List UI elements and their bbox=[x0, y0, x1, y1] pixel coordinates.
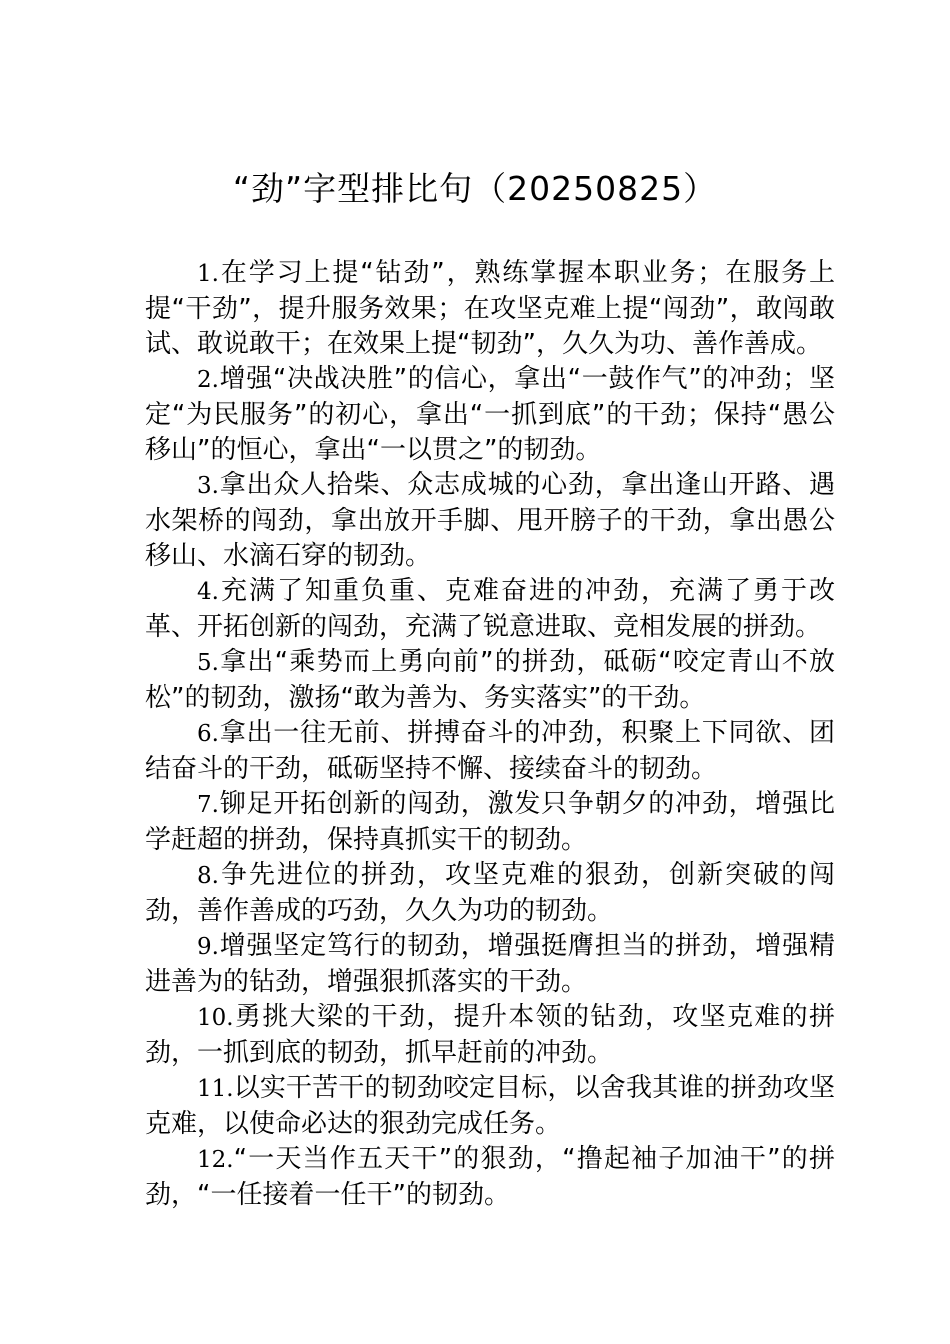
paragraph-2 bbox=[145, 362, 835, 468]
paragraph-number: 3. bbox=[197, 473, 219, 499]
paragraph-3 bbox=[145, 468, 835, 574]
paragraph-1 bbox=[145, 256, 835, 362]
paragraph-9 bbox=[145, 929, 835, 1000]
paragraph-5 bbox=[145, 645, 835, 716]
paragraph-text: 以实干苦干的韧劲咬定目标，以舍我其谁的拼劲攻坚克难，以使命必达的狠劲完成任务。 bbox=[145, 1073, 835, 1139]
paragraph-12 bbox=[145, 1142, 835, 1213]
document-title: “劲”字型排比句（20250825） bbox=[232, 169, 718, 208]
paragraph-number: 12. bbox=[197, 1147, 234, 1173]
paragraph-6 bbox=[145, 716, 835, 787]
paragraph-number: 6. bbox=[197, 721, 219, 747]
paragraph-text: 在学习上提“钻劲”，熟练掌握本职业务；在服务上提“干劲”，提升服务效果；在攻坚克难上提“闯劲”，敢闯敢试、敢说敢干；在效果上提“韧劲”，久久为功、善作善成。 bbox=[145, 258, 835, 359]
paragraph-text: 拿出一往无前、拼搏奋斗的冲劲，积聚上下同欲、团结奋斗的干劲，砥砺坚持不懈、接续奋斗的韧劲。 bbox=[145, 718, 835, 784]
paragraph-text: 增强“决战决胜”的信心，拿出“一鼓作气”的冲劲；坚定“为民服务”的初心，拿出“一抓到底”的干劲；保持“愚公移山”的恒心，拿出“一以贯之”的韧劲。 bbox=[145, 364, 835, 465]
paragraph-number: 9. bbox=[197, 934, 219, 960]
paragraph-number: 2. bbox=[197, 367, 219, 393]
paragraph-4 bbox=[145, 574, 835, 645]
paragraph-number: 11. bbox=[197, 1076, 234, 1102]
paragraph-text: 拿出众人拾柴、众志成城的心劲，拿出逢山开路、遇水架桥的闯劲，拿出放开手脚、甩开膀子的干劲，拿出愚公移山、水滴石穿的韧劲。 bbox=[145, 470, 835, 571]
paragraph-number: 10. bbox=[197, 1005, 234, 1031]
paragraph-number: 4. bbox=[197, 579, 219, 605]
paragraph-text: 争先进位的拼劲，攻坚克难的狠劲，创新突破的闯劲，善作善成的巧劲，久久为功的韧劲。 bbox=[145, 860, 835, 926]
paragraph-number: 7. bbox=[197, 792, 219, 818]
paragraph-text: 勇挑大梁的干劲，提升本领的钻劲，攻坚克难的拼劲，一抓到底的韧劲，抓早赶前的冲劲。 bbox=[145, 1002, 835, 1068]
paragraph-10 bbox=[145, 1000, 835, 1071]
paragraph-text: 铆足开拓创新的闯劲，激发只争朝夕的冲劲，增强比学赶超的拼劲，保持真抓实干的韧劲。 bbox=[145, 789, 835, 855]
paragraph-7 bbox=[145, 787, 835, 858]
paragraph-number: 5. bbox=[197, 650, 219, 676]
paragraph-text: 拿出“乘势而上勇向前”的拼劲，砥砺“咬定青山不放松”的韧劲，激扬“敢为善为、务实落实”的干劲。 bbox=[145, 647, 835, 713]
paragraph-11 bbox=[145, 1071, 835, 1142]
paragraph-text: “一天当作五天干”的狠劲，“撸起袖子加油干”的拼劲，“一任接着一任干”的韧劲。 bbox=[145, 1144, 835, 1210]
paragraph-number: 8. bbox=[197, 863, 219, 889]
document-body bbox=[145, 256, 835, 1213]
paragraph-text: 增强坚定笃行的韧劲，增强挺膺担当的拼劲，增强精进善为的钻劲，增强狠抓落实的干劲。 bbox=[145, 931, 835, 997]
paragraph-text: 充满了知重负重、克难奋进的冲劲，充满了勇于改革、开拓创新的闯劲，充满了锐意进取、竞相发展的拼劲。 bbox=[145, 576, 835, 642]
paragraph-8 bbox=[145, 858, 835, 929]
paragraph-number: 1. bbox=[197, 261, 219, 287]
